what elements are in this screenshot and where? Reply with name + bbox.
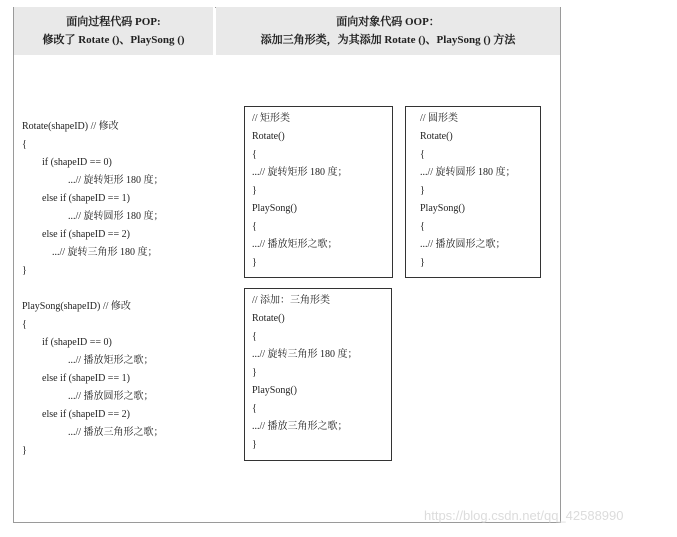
code-line: { xyxy=(252,403,257,414)
code-line: PlaySong() xyxy=(420,203,465,214)
code-line: ...// 旋转三角形 180 度； xyxy=(252,349,358,360)
code-line: PlaySong(shapeID) // 修改 xyxy=(22,301,131,312)
oop-title: 面向对象代码 OOP： xyxy=(336,16,440,28)
code-line: Rotate(shapeID) // 修改 xyxy=(22,121,119,132)
code-line: ...// 旋转三角形 180 度； xyxy=(52,247,158,258)
code-line: { xyxy=(252,149,257,160)
code-line: } xyxy=(420,185,425,196)
code-line: PlaySong() xyxy=(252,385,297,396)
code-line: { xyxy=(22,319,27,330)
code-line: else if (shapeID == 1) xyxy=(42,193,130,204)
code-line: ...// 旋转矩形 180 度； xyxy=(252,167,348,178)
code-line: { xyxy=(252,331,257,342)
code-line: } xyxy=(22,445,27,456)
code-line: ...// 播放圆形之歌； xyxy=(68,391,154,402)
triangle-class-box xyxy=(244,288,392,461)
code-line: } xyxy=(252,367,257,378)
code-line: PlaySong() xyxy=(252,203,297,214)
code-line: ...// 播放三角形之歌； xyxy=(252,421,348,432)
code-line: else if (shapeID == 1) xyxy=(42,373,130,384)
code-line: Rotate() xyxy=(252,313,285,324)
code-line: if (shapeID == 0) xyxy=(42,337,112,348)
code-line: } xyxy=(252,439,257,450)
pop-title: 面向过程代码 POP: xyxy=(66,16,161,28)
pop-subtitle: 修改了 Rotate ()、PlaySong () xyxy=(42,34,185,46)
oop-header xyxy=(216,7,560,55)
pop-rotate-code xyxy=(22,118,164,280)
code-line: { xyxy=(420,221,425,232)
code-line: { xyxy=(252,221,257,232)
code-line: else if (shapeID == 2) xyxy=(42,229,130,240)
code-line: { xyxy=(22,139,27,150)
code-line: { xyxy=(420,149,425,160)
oop-subtitle: 添加三角形类，为其添加 Rotate ()、PlaySong () 方法 xyxy=(260,34,516,46)
code-line: Rotate() xyxy=(252,131,285,142)
code-line: } xyxy=(420,257,425,268)
code-line: ...// 旋转圆形 180 度； xyxy=(420,167,516,178)
circle-class-box xyxy=(405,106,541,278)
pop-playsong-code xyxy=(22,298,164,460)
code-line: ...// 播放矩形之歌； xyxy=(252,239,338,250)
pop-header xyxy=(14,7,215,55)
code-line: // 圆形类 xyxy=(420,113,459,124)
code-line: // 添加：三角形类 xyxy=(252,295,331,306)
code-line: } xyxy=(22,265,27,276)
code-line: Rotate() xyxy=(420,131,453,142)
code-line: ...// 播放圆形之歌； xyxy=(420,239,506,250)
code-line: ...// 播放三角形之歌； xyxy=(68,427,164,438)
code-line: // 矩形类 xyxy=(252,113,291,124)
rectangle-class-box xyxy=(244,106,393,278)
code-line: else if (shapeID == 2) xyxy=(42,409,130,420)
code-line: } xyxy=(252,257,257,268)
code-line: ...// 旋转矩形 180 度； xyxy=(68,175,164,186)
code-line: ...// 播放矩形之歌； xyxy=(68,355,154,366)
code-line: ...// 旋转圆形 180 度； xyxy=(68,211,164,222)
code-line: if (shapeID == 0) xyxy=(42,157,112,168)
watermark-url: https://blog.csdn.net/qq_42588990 xyxy=(424,508,624,523)
code-line: } xyxy=(252,185,257,196)
